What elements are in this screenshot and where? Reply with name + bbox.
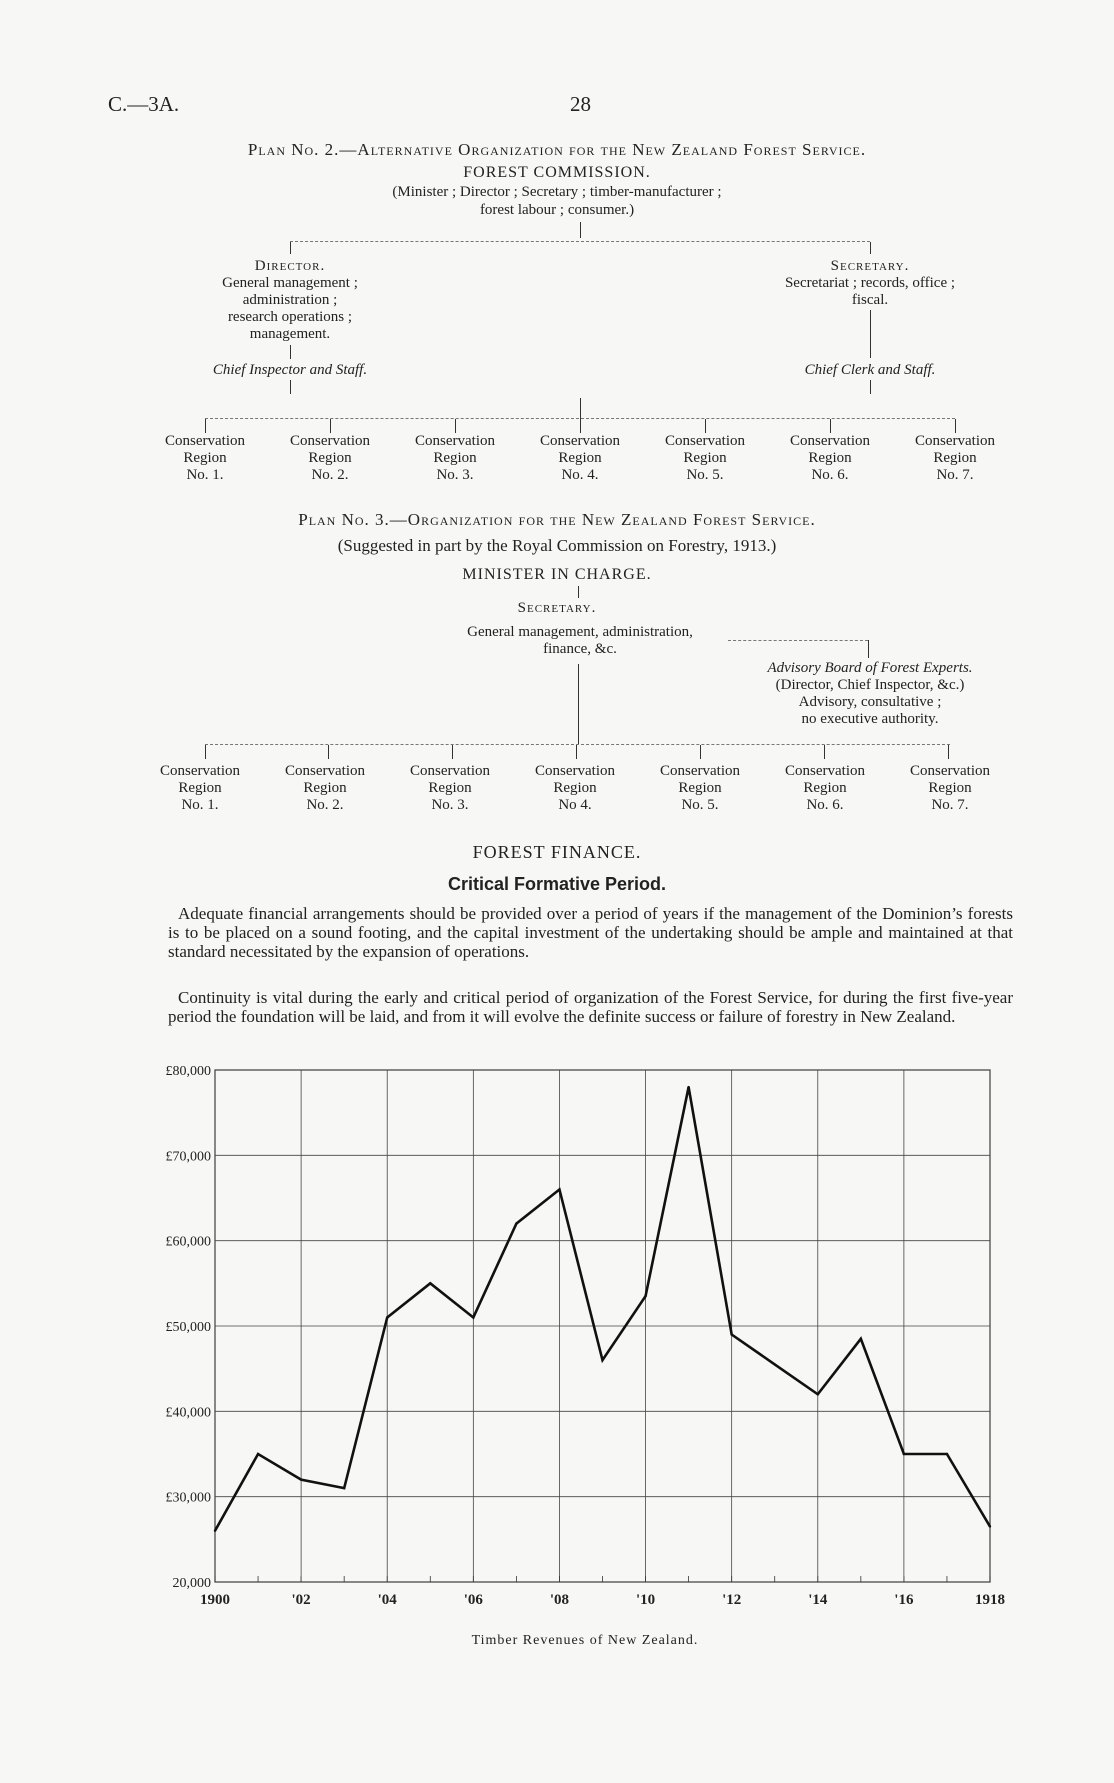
plan2-connector	[870, 242, 871, 254]
region-line: Region	[803, 780, 847, 796]
region-number: No. 6.	[806, 797, 844, 813]
plan2-director-duty: General management ;	[222, 275, 358, 291]
document-reference: C.—3A.	[108, 92, 180, 116]
x-axis-ticks	[200, 1592, 1005, 1608]
x-tick-label: '04	[377, 1592, 397, 1608]
plan3-connector	[576, 745, 577, 759]
plan3-advisory-duty: (Director, Chief Inspector, &c.)	[775, 677, 965, 693]
region-line: Conservation	[910, 763, 990, 779]
plan2-secretary	[730, 258, 1010, 309]
plan2-director-title: Director.	[254, 258, 326, 274]
y-tick-label: 20,000	[172, 1576, 211, 1591]
plan2-connector	[705, 419, 706, 433]
y-tick-label: £40,000	[165, 1405, 211, 1421]
data-point	[817, 1393, 819, 1395]
region-number: No. 3.	[436, 467, 474, 483]
plan3-connector	[868, 640, 869, 658]
plan3-region	[395, 763, 505, 814]
plan2-connector	[330, 419, 331, 433]
region-line: Conservation	[790, 433, 870, 449]
plan3-region	[520, 763, 630, 814]
y-tick-label: £30,000	[165, 1490, 211, 1506]
region-line: Conservation	[285, 763, 365, 779]
chart-title: Timber Revenues of New Zealand.	[471, 1633, 699, 1648]
data-point	[472, 1316, 474, 1318]
y-tick-label: £80,000	[165, 1064, 211, 1079]
plan2-region	[150, 433, 260, 484]
plan2-connector	[290, 380, 291, 394]
plan2-commission: FOREST COMMISSION.	[463, 164, 651, 181]
region-number: No. 7.	[931, 797, 969, 813]
x-tick-label: '16	[894, 1592, 914, 1608]
region-line: Region	[433, 450, 477, 466]
data-point	[687, 1086, 689, 1088]
region-line: Conservation	[540, 433, 620, 449]
data-point	[214, 1530, 216, 1532]
data-point	[386, 1316, 388, 1318]
region-line: Region	[928, 780, 972, 796]
plan3-connector	[948, 745, 949, 759]
region-line: Conservation	[410, 763, 490, 779]
plan2-connector	[580, 222, 581, 238]
plan2-connector	[455, 419, 456, 433]
x-tick-label: '02	[291, 1592, 311, 1608]
data-point	[300, 1478, 302, 1480]
plan2-connector	[290, 345, 291, 359]
plan3-connector	[578, 586, 579, 598]
finance-heading: FOREST FINANCE.	[472, 842, 642, 862]
region-number: No. 2.	[311, 467, 349, 483]
region-line: Region	[183, 450, 227, 466]
plan2-chief-clerk: Chief Clerk and Staff.	[804, 362, 936, 378]
x-tick-label: '12	[722, 1592, 742, 1608]
plan3-minister: MINISTER IN CHARGE.	[462, 566, 652, 583]
finance-paragraph-2: Continuity is vital during the early and critical period of organization of the Forest Service, for during the first five-year period the foundation will be laid, and from it will evolve the definite success or failure of forestry in New Zealand.	[168, 988, 1013, 1026]
data-point	[946, 1453, 948, 1455]
plan2-connector	[955, 419, 956, 433]
region-line: Region	[308, 450, 352, 466]
region-line: Conservation	[290, 433, 370, 449]
plan2-director-duty: administration ;	[242, 292, 338, 308]
data-point	[515, 1222, 517, 1224]
plan2-region	[900, 433, 1010, 484]
data-point	[860, 1338, 862, 1340]
plan3-connector	[578, 664, 579, 744]
y-tick-label: £50,000	[165, 1320, 211, 1335]
plan2-connector	[580, 398, 581, 420]
finance-subheading: Critical Formative Period.	[447, 874, 667, 894]
data-point	[429, 1282, 431, 1284]
plan3-region	[770, 763, 880, 814]
plan2-director-duty: management.	[249, 326, 331, 342]
page-number: 28	[570, 92, 591, 116]
region-line: Region	[558, 450, 602, 466]
plan3-secretary-duty: finance, &c.	[543, 641, 617, 657]
plan2-secretary-title: Secretary.	[830, 258, 910, 274]
revenue-points	[214, 1086, 991, 1532]
plan2-secretary-duty: fiscal.	[851, 292, 889, 308]
x-tick-label: '14	[808, 1592, 828, 1608]
plan3-connector	[728, 640, 868, 641]
region-line: Region	[683, 450, 727, 466]
region-number: No. 5.	[686, 467, 724, 483]
plan3-connector	[700, 745, 701, 759]
plan2-title: Plan No. 2.—Alternative Organization for the New Zealand Forest Service.	[247, 140, 867, 159]
region-line: Conservation	[160, 763, 240, 779]
plan3-advisory-title: Advisory Board of Forest Experts.	[767, 660, 973, 676]
region-line: Conservation	[535, 763, 615, 779]
region-line: Conservation	[660, 763, 740, 779]
plan2-region	[400, 433, 510, 484]
plan3-connector	[205, 745, 206, 759]
plan2-secretary-duty: Secretariat ; records, office ;	[784, 275, 956, 291]
plan3-advisory-duty: Advisory, consultative ;	[798, 694, 942, 710]
plan3-connector	[824, 745, 825, 759]
x-tick-label: '06	[463, 1592, 483, 1608]
region-number: No. 4.	[561, 467, 599, 483]
plan2-connector	[205, 419, 206, 433]
plan3-connector	[205, 744, 950, 745]
revenue-line	[215, 1087, 990, 1531]
plan2-connector	[870, 380, 871, 394]
plan2-connector	[290, 241, 870, 242]
x-tick-label: 1918	[975, 1592, 1005, 1608]
data-point	[601, 1359, 603, 1361]
plan3-title: Plan No. 3.—Organization for the New Zealand Forest Service.	[298, 510, 816, 529]
plan3-region	[895, 763, 1005, 814]
finance-paragraph-1: Adequate financial arrangements should be provided over a period of years if the management of the Dominion’s forests is to be placed on a sound footing, and the capital investment of the undertaking should be ample and maintained at that standard necessitated by the expansion of operations.	[168, 904, 1013, 961]
plan3-secretary-duties	[420, 624, 740, 658]
timber-revenue-chart	[0, 1050, 1114, 1670]
region-line: Conservation	[665, 433, 745, 449]
plan3-subtitle: (Suggested in part by the Royal Commission on Forestry, 1913.)	[337, 536, 777, 555]
plan3-region	[270, 763, 380, 814]
data-point	[644, 1295, 646, 1297]
region-number: No. 1.	[181, 797, 219, 813]
data-point	[774, 1363, 776, 1365]
plan3-region	[145, 763, 255, 814]
plan2-members-line1: (Minister ; Director ; Secretary ; timber-manufacturer ;	[392, 184, 722, 200]
y-tick-label: £70,000	[165, 1149, 211, 1165]
x-tick-label: 1900	[200, 1592, 230, 1608]
data-point	[730, 1333, 732, 1335]
plan3-connector	[452, 745, 453, 759]
region-line: Region	[178, 780, 222, 796]
plan3-secretary-duty: General management, administration,	[467, 624, 693, 640]
y-axis-ticks	[166, 1064, 212, 1591]
region-line: Region	[933, 450, 977, 466]
plan3-connector	[328, 745, 329, 759]
plan2-connector	[870, 310, 871, 358]
plan3-region	[645, 763, 755, 814]
data-point	[989, 1525, 991, 1527]
region-line: Region	[678, 780, 722, 796]
region-number: No. 3.	[431, 797, 469, 813]
plan2-region	[275, 433, 385, 484]
plan2-region	[650, 433, 760, 484]
chart-grid	[215, 1070, 990, 1582]
data-point	[903, 1453, 905, 1455]
region-number: No. 6.	[811, 467, 849, 483]
region-number: No 4.	[558, 797, 592, 813]
plan2-region	[775, 433, 885, 484]
plan2-members-line2: forest labour ; consumer.)	[479, 202, 635, 218]
data-point	[257, 1453, 259, 1455]
plan2-connector	[580, 419, 581, 433]
plan2-chief-inspector: Chief Inspector and Staff.	[212, 362, 368, 378]
plan3-secretary-title: Secretary.	[517, 600, 597, 616]
region-number: No. 7.	[936, 467, 974, 483]
region-line: Region	[553, 780, 597, 796]
plan2-connector	[830, 419, 831, 433]
y-tick-label: £60,000	[165, 1234, 211, 1250]
plan2-connector	[290, 242, 291, 254]
plan3-advisory-duty: no executive authority.	[801, 711, 939, 727]
region-line: Conservation	[415, 433, 495, 449]
plan2-region	[525, 433, 635, 484]
region-line: Conservation	[915, 433, 995, 449]
data-point	[558, 1188, 560, 1190]
plan2-director-duty: research operations ;	[227, 309, 353, 325]
region-number: No. 1.	[186, 467, 224, 483]
region-number: No. 5.	[681, 797, 719, 813]
x-tick-label: '10	[635, 1592, 656, 1608]
x-tick-label: '08	[549, 1592, 570, 1608]
plan3-advisory-board	[740, 660, 1000, 728]
region-line: Region	[808, 450, 852, 466]
plan2-director	[180, 258, 400, 343]
region-line: Region	[428, 780, 472, 796]
region-line: Conservation	[785, 763, 865, 779]
region-line: Region	[303, 780, 347, 796]
data-point	[343, 1487, 345, 1489]
region-number: No. 2.	[306, 797, 344, 813]
region-line: Conservation	[165, 433, 245, 449]
